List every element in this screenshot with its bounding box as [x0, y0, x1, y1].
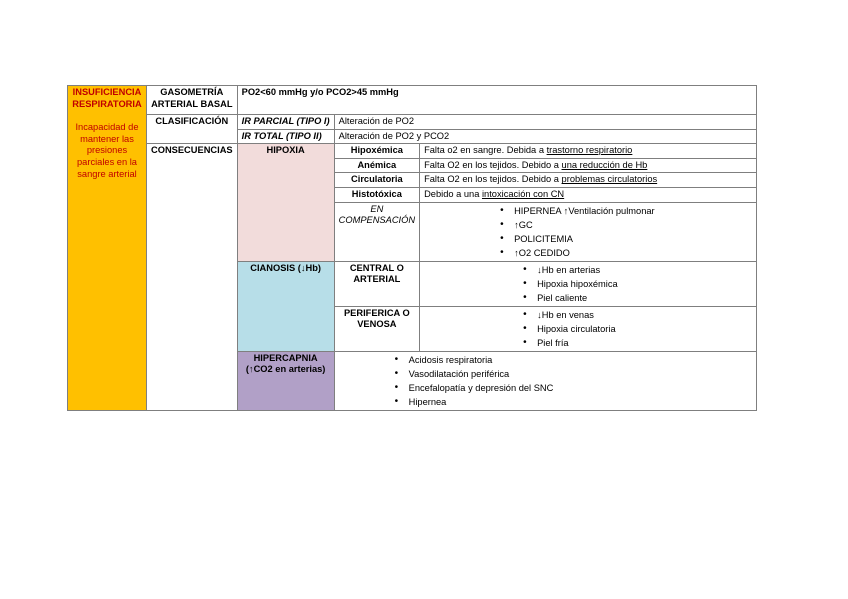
list-item: • ↑GC: [500, 218, 752, 232]
gasometria-label: GASOMETRÍA ARTERIAL BASAL: [147, 86, 238, 115]
list-item: • ↓Hb en venas: [523, 308, 752, 322]
list-item: • Acidosis respiratoria: [395, 353, 752, 367]
definition-text: Incapacidad de mantener las presiones parciales en la sangre arterial: [75, 122, 139, 179]
cianosis-central-label: CENTRAL O ARTERIAL: [334, 261, 419, 306]
clasificacion-type: IR TOTAL (TIPO II): [237, 129, 334, 144]
hipoxia-type-name: Circulatoria: [334, 173, 419, 188]
hipoxia-label: HIPOXIA: [237, 144, 334, 261]
hipoxia-type-desc: [420, 144, 757, 159]
desc-text: Debido a una: [424, 189, 482, 200]
list-item: • Hipernea: [395, 395, 752, 409]
cianosis-periferica-list: [523, 308, 752, 350]
list-item: • Hipoxia circulatoria: [523, 322, 752, 336]
hipoxia-type-name: Histotóxica: [334, 188, 419, 203]
cianosis-periferica-label: PERIFERICA O VENOSA: [334, 306, 419, 351]
hipoxia-type-name: Anémica: [334, 158, 419, 173]
hipoxia-type-desc: [420, 173, 757, 188]
cianosis-periferica-list-cell: [420, 306, 757, 351]
desc-text: Falta O2 en los tejidos. Debido a: [424, 174, 562, 185]
desc-text: Falta O2 en los tejidos. Debido a: [424, 159, 562, 170]
consecuencias-label: CONSECUENCIAS: [147, 144, 238, 410]
list-item: • ↑O2 CEDIDO: [500, 246, 752, 260]
clasificacion-label: CLASIFICACIÓN: [147, 115, 238, 144]
hipoxia-type-name: Hipoxémica: [334, 144, 419, 159]
hipoxia-row-1: [68, 144, 757, 159]
cianosis-label: CIANOSIS (↓Hb): [237, 261, 334, 351]
desc-underlined: problemas circulatorios: [561, 174, 658, 185]
table-title: INSUFICIENCIA RESPIRATORIA: [72, 87, 142, 109]
desc-underlined: intoxicación con CN: [481, 189, 565, 200]
hipoxia-type-desc: [420, 188, 757, 203]
compensacion-list-cell: [420, 202, 757, 261]
clasificacion-desc: Alteración de PO2: [334, 115, 756, 130]
list-item: • Encefalopatía y depresión del SNC: [395, 381, 752, 395]
list-item: • Piel caliente: [523, 291, 752, 305]
gasometria-row: [68, 86, 757, 115]
gasometria-value: PO2<60 mmHg y/o PCO2>45 mmHg: [237, 86, 756, 115]
hipoxia-type-desc: [420, 158, 757, 173]
clasificacion-type: IR PARCIAL (TIPO I): [237, 115, 334, 130]
title-cell: [68, 86, 147, 411]
compensacion-label: EN COMPENSACIÓN: [334, 202, 419, 261]
list-item: • Piel fría: [523, 336, 752, 350]
list-item: • Hipoxia hipoxémica: [523, 277, 752, 291]
hipercapnia-list: [395, 353, 752, 409]
desc-underlined: trastorno respiratorio: [546, 145, 633, 156]
compensacion-list: [500, 204, 752, 260]
list-item: • POLICITEMIA: [500, 232, 752, 246]
desc-text: Falta o2 en sangre. Debida a: [424, 145, 547, 156]
list-item: • HIPERNEA ↑Ventilación pulmonar: [500, 204, 752, 218]
clasificacion-desc: Alteración de PO2 y PCO2: [334, 129, 756, 144]
cianosis-central-list: [523, 263, 752, 305]
cianosis-central-list-cell: [420, 261, 757, 306]
hipercapnia-list-cell: [334, 351, 756, 410]
list-item: • Vasodilatación periférica: [395, 367, 752, 381]
list-item: • ↓Hb en arterias: [523, 263, 752, 277]
desc-underlined: una reducción de Hb: [561, 159, 648, 170]
insuficiencia-respiratoria-table: [67, 85, 757, 411]
hipercapnia-label: HIPERCAPNIA (↑CO2 en arterias): [237, 351, 334, 410]
clasificacion-row-1: [68, 115, 757, 130]
